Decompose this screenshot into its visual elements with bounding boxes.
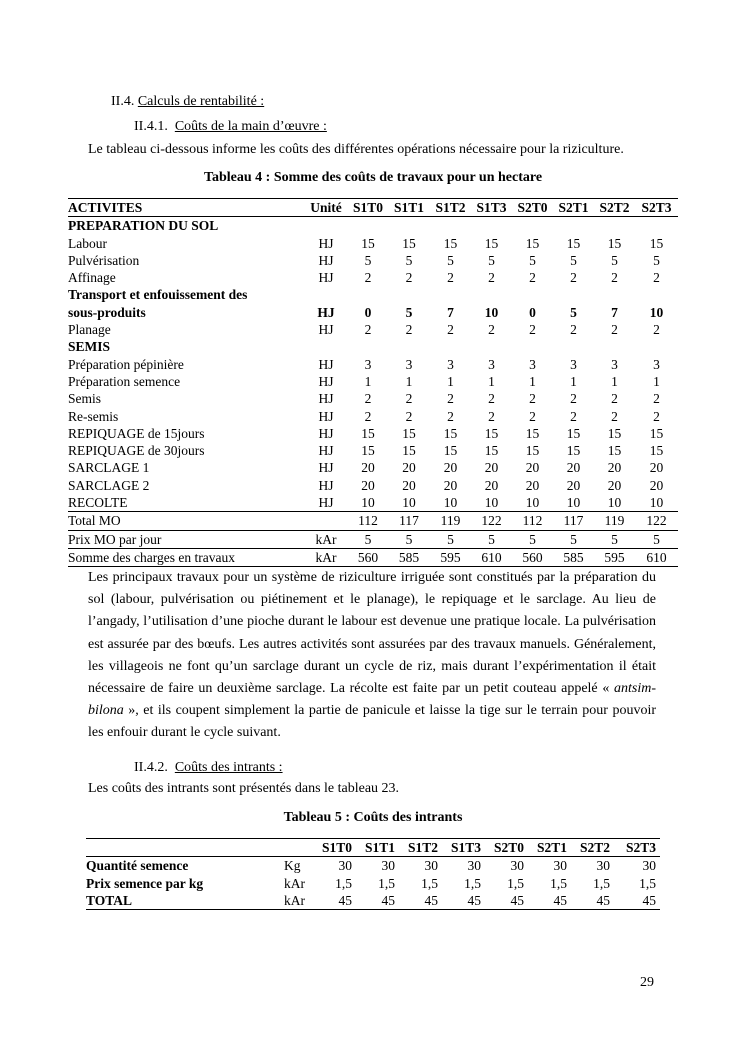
cell-value: 2 — [405, 408, 413, 424]
table4-row — [68, 217, 678, 235]
cell-value: 5 — [364, 252, 372, 268]
cell-value: 2 — [611, 270, 618, 286]
cell-value: 2 — [611, 391, 618, 407]
cell-value: 1 — [529, 373, 536, 389]
subsection-number-2: II.4.2. — [134, 760, 168, 775]
cell-value: 20 — [649, 460, 664, 476]
cell-value: 2 — [529, 408, 536, 424]
cell-value: 5 — [553, 530, 594, 548]
table4-row — [68, 477, 678, 494]
cell-value: 45 — [314, 892, 356, 910]
cell-value: 1 — [488, 373, 495, 389]
cell-value: 5 — [635, 530, 678, 548]
row-label: Somme des charges en travaux — [68, 548, 304, 566]
cell-value: 1 — [653, 373, 660, 389]
row-unit: HJ — [318, 443, 334, 459]
cell-value: 45 — [528, 892, 571, 910]
cell-value: 585 — [553, 548, 594, 566]
cell-value: 595 — [594, 548, 635, 566]
row-unit: HJ — [318, 408, 334, 424]
subsection-heading-1 — [134, 119, 327, 135]
cell-value: 3 — [364, 356, 372, 372]
cell-value: 2 — [570, 408, 577, 424]
cell-value: 15 — [649, 425, 664, 441]
cell-value: 2 — [447, 408, 454, 424]
table4-row — [68, 321, 678, 338]
table4-row — [68, 512, 678, 530]
cell-value: 15 — [443, 425, 458, 441]
cell-value: 2 — [364, 408, 372, 424]
cell-value: 10 — [649, 304, 664, 320]
cell-value: 10 — [566, 495, 581, 511]
cell-value: 5 — [594, 530, 635, 548]
cell-value: 2 — [611, 322, 618, 338]
cell-value: 20 — [525, 460, 540, 476]
page-number: 29 — [640, 975, 654, 990]
cell-value: 15 — [525, 235, 540, 251]
cell-value: 45 — [442, 892, 485, 910]
header-col: S1T3 — [442, 839, 485, 857]
subsection-title-1: Coûts de la main d’œuvre : — [174, 119, 327, 134]
cell-value: 595 — [430, 548, 471, 566]
cell-value: 2 — [488, 408, 495, 424]
cell-value: 20 — [566, 460, 581, 476]
row-unit: HJ — [318, 252, 334, 268]
cell-value: 45 — [614, 892, 660, 910]
cell-value: 20 — [484, 477, 499, 493]
header-col: S1T0 — [314, 839, 356, 857]
cell-value: 1 — [447, 373, 454, 389]
labor-cost-table — [68, 198, 678, 567]
header-col: S2T3 — [614, 839, 660, 857]
header-col: S1T1 — [388, 199, 430, 217]
cell-value: 3 — [488, 356, 495, 372]
row-label: REPIQUAGE de 15jours — [68, 425, 205, 441]
cell-value: 5 — [653, 252, 660, 268]
table4-row — [68, 252, 678, 269]
cell-value: 15 — [607, 235, 622, 251]
table4-row — [68, 269, 678, 286]
table4-row — [68, 390, 678, 407]
header-col: S1T2 — [430, 199, 471, 217]
header-col: S2T1 — [553, 199, 594, 217]
cell-value: 10 — [607, 495, 622, 511]
cell-value: 20 — [402, 477, 416, 493]
intro-text-2: Les coûts des intrants sont présentés dans le tableau 23. — [88, 781, 400, 796]
table5-row — [86, 875, 660, 892]
header-col: S2T3 — [635, 199, 678, 217]
cell-value: 2 — [488, 270, 495, 286]
cell-value: 15 — [607, 443, 622, 459]
table4-row — [68, 408, 678, 425]
cell-value: 2 — [653, 270, 660, 286]
cell-value: 20 — [443, 477, 458, 493]
cell-value: 15 — [443, 443, 458, 459]
cell-value: 2 — [529, 391, 536, 407]
cell-value: 45 — [356, 892, 399, 910]
row-unit: kAr — [304, 548, 348, 566]
cell-value: 1,5 — [550, 875, 567, 891]
cell-value: 5 — [388, 530, 430, 548]
cell-value: 15 — [402, 425, 416, 441]
cell-value: 20 — [607, 460, 622, 476]
cell-value: 5 — [430, 530, 471, 548]
cell-value: 3 — [570, 356, 577, 372]
table4-row — [68, 494, 678, 512]
header-col: S2T0 — [512, 199, 553, 217]
cell-value: 10 — [361, 495, 375, 511]
cell-value: 2 — [447, 322, 454, 338]
cell-value: 1,5 — [593, 875, 610, 891]
table4-row — [68, 356, 678, 373]
header-col: S1T2 — [399, 839, 442, 857]
cell-value: 119 — [594, 512, 635, 530]
cell-value: 0 — [364, 304, 372, 320]
cell-value: 2 — [653, 408, 660, 424]
input-cost-table — [86, 838, 660, 910]
cell-value: 30 — [553, 858, 567, 874]
cell-value: 112 — [348, 512, 388, 530]
header-empty — [284, 839, 314, 857]
cell-value: 1 — [405, 373, 413, 389]
cell-value: 10 — [484, 304, 499, 320]
cell-value: 7 — [611, 304, 618, 320]
cell-value: 5 — [488, 252, 495, 268]
row-label: Quantité semence — [86, 858, 189, 874]
cell-value: 117 — [553, 512, 594, 530]
table4-row — [68, 338, 678, 355]
cell-value: 3 — [447, 356, 454, 372]
cell-value: 2 — [447, 391, 454, 407]
cell-value: 15 — [443, 235, 458, 251]
cell-value: 1,5 — [421, 875, 438, 891]
cell-value: 3 — [529, 356, 536, 372]
row-unit: kAr — [284, 892, 314, 910]
cell-value: 5 — [570, 304, 577, 320]
cell-value: 20 — [525, 477, 540, 493]
header-empty — [86, 839, 284, 857]
cell-value: 122 — [635, 512, 678, 530]
cell-value: 15 — [525, 443, 540, 459]
header-unit: Unité — [304, 199, 348, 217]
intro-text-1: Le tableau ci-dessous informe les coûts des différentes opérations nécessaire pour la riziculture. — [88, 142, 624, 157]
table4-row — [68, 304, 678, 321]
cell-value: 5 — [405, 252, 413, 268]
header-col: S1T0 — [348, 199, 388, 217]
cell-value: 45 — [399, 892, 442, 910]
cell-value: 5 — [570, 252, 577, 268]
cell-value: 560 — [512, 548, 553, 566]
row-unit: HJ — [318, 391, 334, 407]
cell-value: 20 — [484, 460, 499, 476]
cell-value: 20 — [649, 477, 664, 493]
header-col: S2T1 — [528, 839, 571, 857]
cell-value: 5 — [611, 252, 618, 268]
cell-value: 610 — [635, 548, 678, 566]
cell-value: 5 — [405, 304, 413, 320]
row-unit: HJ — [318, 495, 334, 511]
table4-row — [68, 373, 678, 390]
table5-row — [86, 892, 660, 910]
paragraph-text-part1: Les principaux travaux pour un système de riziculture irriguée sont constitués par la préparation du sol (labour, pulvérisation ou piétinement et le planage), le repiquage et le sarclage. Au lieu de l’angady, l’utilisation d’une pioche durant le labour est devenue une pratique locale. La pulvérisation est assurée par des bœufs. Les autres activités sont assurées par des travaux manuels. Généralement, les villageois ne font qu’un sarclage durant un cycle de riz, mais durant l’expérimentation il était nécessaire de faire un deuxième sarclage. La récolte est faite par un petit couteau appelé « — [88, 570, 656, 697]
cell-value: 5 — [348, 530, 388, 548]
section-heading — [111, 94, 264, 110]
cell-value: 15 — [484, 425, 499, 441]
header-activities: ACTIVITES — [68, 199, 304, 217]
cell-value: 15 — [402, 443, 416, 459]
cell-value: 2 — [364, 270, 372, 286]
cell-value: 30 — [467, 858, 481, 874]
cell-value: 122 — [471, 512, 512, 530]
table4-row — [68, 459, 678, 476]
cell-value: 2 — [611, 408, 618, 424]
table4-caption: Tableau 4 : Somme des coûts de travaux pour un hectare — [203, 170, 543, 185]
cell-value: 2 — [570, 322, 577, 338]
row-unit: HJ — [318, 356, 334, 372]
subsection-number-1: II.4.1. — [134, 119, 168, 134]
row-unit: Kg — [284, 858, 301, 874]
body-paragraph — [88, 567, 656, 745]
cell-value: 3 — [653, 356, 660, 372]
row-unit — [304, 512, 348, 530]
cell-value: 1 — [570, 373, 577, 389]
row-label: Pulvérisation — [68, 252, 140, 268]
row-label: PREPARATION DU SOL — [68, 218, 219, 234]
cell-value: 20 — [566, 477, 581, 493]
header-col: S1T1 — [356, 839, 399, 857]
row-unit: HJ — [317, 304, 335, 320]
header-col: S1T3 — [471, 199, 512, 217]
cell-value: 1,5 — [507, 875, 524, 891]
cell-value: 2 — [405, 322, 413, 338]
cell-value: 10 — [443, 495, 458, 511]
table4-row — [68, 235, 678, 252]
cell-value: 5 — [512, 530, 553, 548]
cell-value: 45 — [571, 892, 614, 910]
row-label: RECOLTE — [68, 495, 128, 511]
row-label: Total MO — [68, 512, 304, 530]
cell-value: 3 — [611, 356, 618, 372]
row-label: Semis — [68, 391, 102, 407]
cell-value: 20 — [361, 460, 375, 476]
row-label: Prix semence par kg — [86, 875, 204, 891]
row-label: Préparation pépinière — [68, 356, 184, 372]
row-label: Labour — [68, 235, 107, 251]
cell-value: 10 — [525, 495, 540, 511]
row-unit: kAr — [284, 875, 305, 891]
cell-value: 30 — [424, 858, 438, 874]
section-title: Calculs de rentabilité : — [137, 94, 265, 109]
table4-row — [68, 530, 678, 548]
cell-value: 20 — [402, 460, 416, 476]
cell-value: 15 — [361, 235, 375, 251]
cell-value: 30 — [381, 858, 395, 874]
cell-value: 1,5 — [378, 875, 395, 891]
section-number: II.4. — [111, 94, 135, 109]
cell-value: 119 — [430, 512, 471, 530]
cell-value: 2 — [488, 391, 495, 407]
cell-value: 45 — [485, 892, 528, 910]
cell-value: 585 — [388, 548, 430, 566]
cell-value: 15 — [649, 235, 664, 251]
cell-value: 15 — [484, 235, 499, 251]
cell-value: 15 — [525, 425, 540, 441]
table4-row — [68, 425, 678, 442]
cell-value: 15 — [607, 425, 622, 441]
row-unit: HJ — [318, 373, 334, 389]
subsection-title-2: Coûts des intrants : — [174, 760, 283, 775]
row-label: Affinage — [68, 270, 116, 286]
cell-value: 20 — [607, 477, 622, 493]
cell-value: 15 — [649, 443, 664, 459]
subsection-heading-2 — [134, 760, 283, 776]
row-label: Transport et enfouissement des — [68, 287, 248, 303]
row-label: SARCLAGE 2 — [68, 477, 150, 493]
row-unit: HJ — [318, 270, 334, 286]
cell-value: 30 — [596, 858, 610, 874]
cell-value: 1 — [364, 373, 372, 389]
cell-value: 560 — [348, 548, 388, 566]
row-unit: HJ — [318, 322, 334, 338]
row-unit: HJ — [318, 460, 334, 476]
cell-value: 15 — [566, 235, 581, 251]
cell-value: 2 — [405, 391, 413, 407]
cell-value: 5 — [471, 530, 512, 548]
table4-row — [68, 286, 678, 303]
row-label: SEMIS — [68, 339, 111, 355]
cell-value: 7 — [447, 304, 454, 320]
cell-value: 112 — [512, 512, 553, 530]
cell-value: 2 — [570, 391, 577, 407]
header-col: S2T2 — [571, 839, 614, 857]
cell-value: 610 — [471, 548, 512, 566]
cell-value: 15 — [361, 425, 375, 441]
cell-value: 30 — [510, 858, 524, 874]
row-label: Planage — [68, 322, 111, 338]
cell-value: 1,5 — [464, 875, 481, 891]
table4-row — [68, 548, 678, 566]
cell-value: 20 — [443, 460, 458, 476]
cell-value: 2 — [405, 270, 413, 286]
table4-row — [68, 442, 678, 459]
cell-value: 2 — [364, 322, 372, 338]
row-unit: HJ — [318, 425, 334, 441]
table4-header-row — [68, 199, 678, 217]
cell-value: 15 — [484, 443, 499, 459]
paragraph-italic-term: antsim-bilona — [88, 681, 656, 719]
cell-value: 10 — [649, 495, 664, 511]
header-col: S2T0 — [485, 839, 528, 857]
cell-value: 15 — [402, 235, 416, 251]
cell-value: 10 — [402, 495, 416, 511]
table5-row — [86, 857, 660, 875]
table5-header-row — [86, 839, 660, 857]
row-label: sous-produits — [68, 304, 146, 320]
row-label: SARCLAGE 1 — [68, 460, 150, 476]
row-unit: kAr — [304, 530, 348, 548]
paragraph-text-part2: », et ils coupent simplement la partie de panicule et laisse la tige sur le terrain pour pouvoir les enfouir durant le cycle suivant. — [88, 703, 657, 741]
cell-value: 117 — [388, 512, 430, 530]
cell-value: 2 — [653, 391, 660, 407]
row-label: Re-semis — [68, 408, 119, 424]
cell-value: 2 — [529, 322, 536, 338]
cell-value: 5 — [447, 252, 454, 268]
cell-value: 15 — [566, 425, 581, 441]
cell-value: 20 — [361, 477, 375, 493]
cell-value: 2 — [653, 322, 660, 338]
cell-value: 5 — [529, 252, 536, 268]
cell-value: 15 — [566, 443, 581, 459]
cell-value: 30 — [642, 858, 656, 874]
table5-caption: Tableau 5 : Coûts des intrants — [283, 810, 463, 825]
header-col: S2T2 — [594, 199, 635, 217]
row-unit: HJ — [318, 477, 334, 493]
row-label: Prix MO par jour — [68, 530, 304, 548]
cell-value: 1 — [611, 373, 618, 389]
cell-value: 2 — [447, 270, 454, 286]
row-label: Préparation semence — [68, 373, 181, 389]
cell-value: 15 — [361, 443, 375, 459]
cell-value: 2 — [488, 322, 495, 338]
cell-value: 30 — [338, 858, 352, 874]
cell-value: 3 — [405, 356, 413, 372]
cell-value: 1,5 — [335, 875, 352, 891]
cell-value: 2 — [529, 270, 536, 286]
row-label: TOTAL — [86, 892, 284, 910]
row-unit: HJ — [318, 235, 334, 251]
cell-value: 10 — [484, 495, 499, 511]
cell-value: 0 — [529, 304, 536, 320]
cell-value: 2 — [364, 391, 372, 407]
row-label: REPIQUAGE de 30jours — [68, 443, 205, 459]
cell-value: 1,5 — [639, 875, 656, 891]
cell-value: 2 — [570, 270, 577, 286]
